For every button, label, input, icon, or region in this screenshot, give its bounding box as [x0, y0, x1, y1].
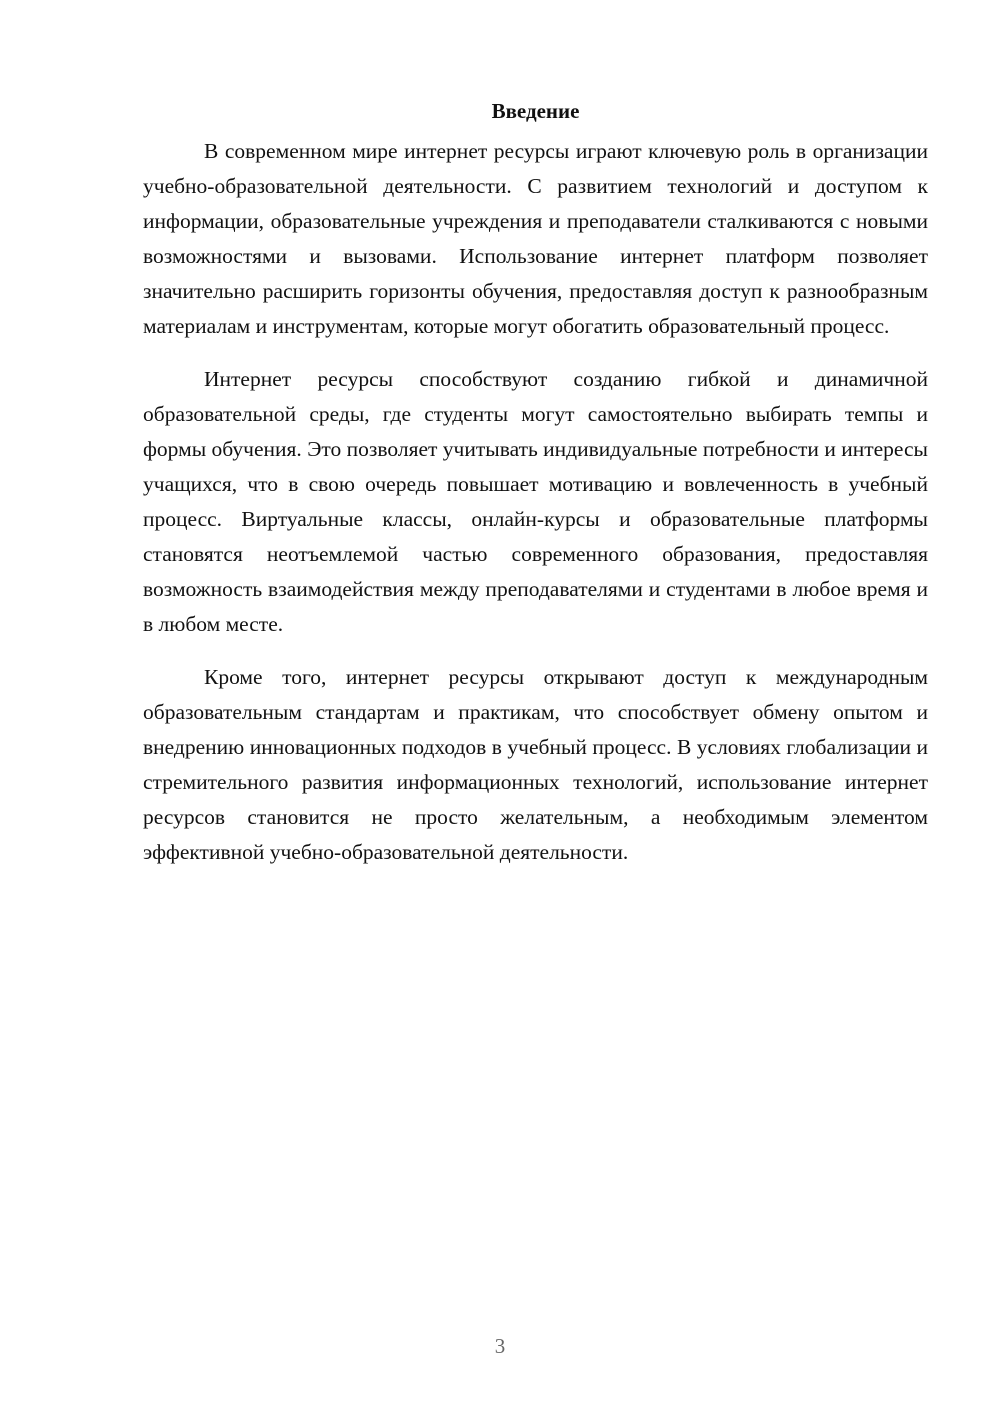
section-heading: Введение [491, 99, 580, 123]
paragraph-2: Интернет ресурсы способствуют созданию гибкой и динамичной образовательной среды, где студенты могут самостоятельно выбирать темпы и формы обучения. Это позволяет учитывать индивидуальные потребности и интересы учащихся, что в свою очередь повышает мотивацию и вовлеченность в учебный процесс. Виртуальные классы, онлайн-курсы и образовательные платформы становятся неотъемлемой частью современного образования, предоставляя возможность взаимодействия между преподавателями и студентами в любое время и в любом месте. [143, 367, 928, 636]
paragraph-3: Кроме того, интернет ресурсы открывают доступ к международным образовательным стандартам и практикам, что способствует обмену опытом и внедрению инновационных подходов в учебный процесс. В условиях глобализации и стремительного развития информационных технологий, использование интернет ресурсов становится не просто желательным, а необходимым элементом эффективной учебно-образовательной деятельности. [143, 665, 928, 864]
page-number: 3 [494, 1334, 506, 1358]
paragraph-1: В современном мире интернет ресурсы играют ключевую роль в организации учебно-образовательной деятельности. С развитием технологий и доступом к информации, образовательные учреждения и преподаватели сталкиваются с новыми возможностями и вызовами. Использование интернет платформ позволяет значительно расширить горизонты обучения, предоставляя доступ к разнообразным материалам и инструментам, которые могут обогатить образовательный процесс. [143, 139, 928, 338]
document-page [143, 96, 928, 888]
